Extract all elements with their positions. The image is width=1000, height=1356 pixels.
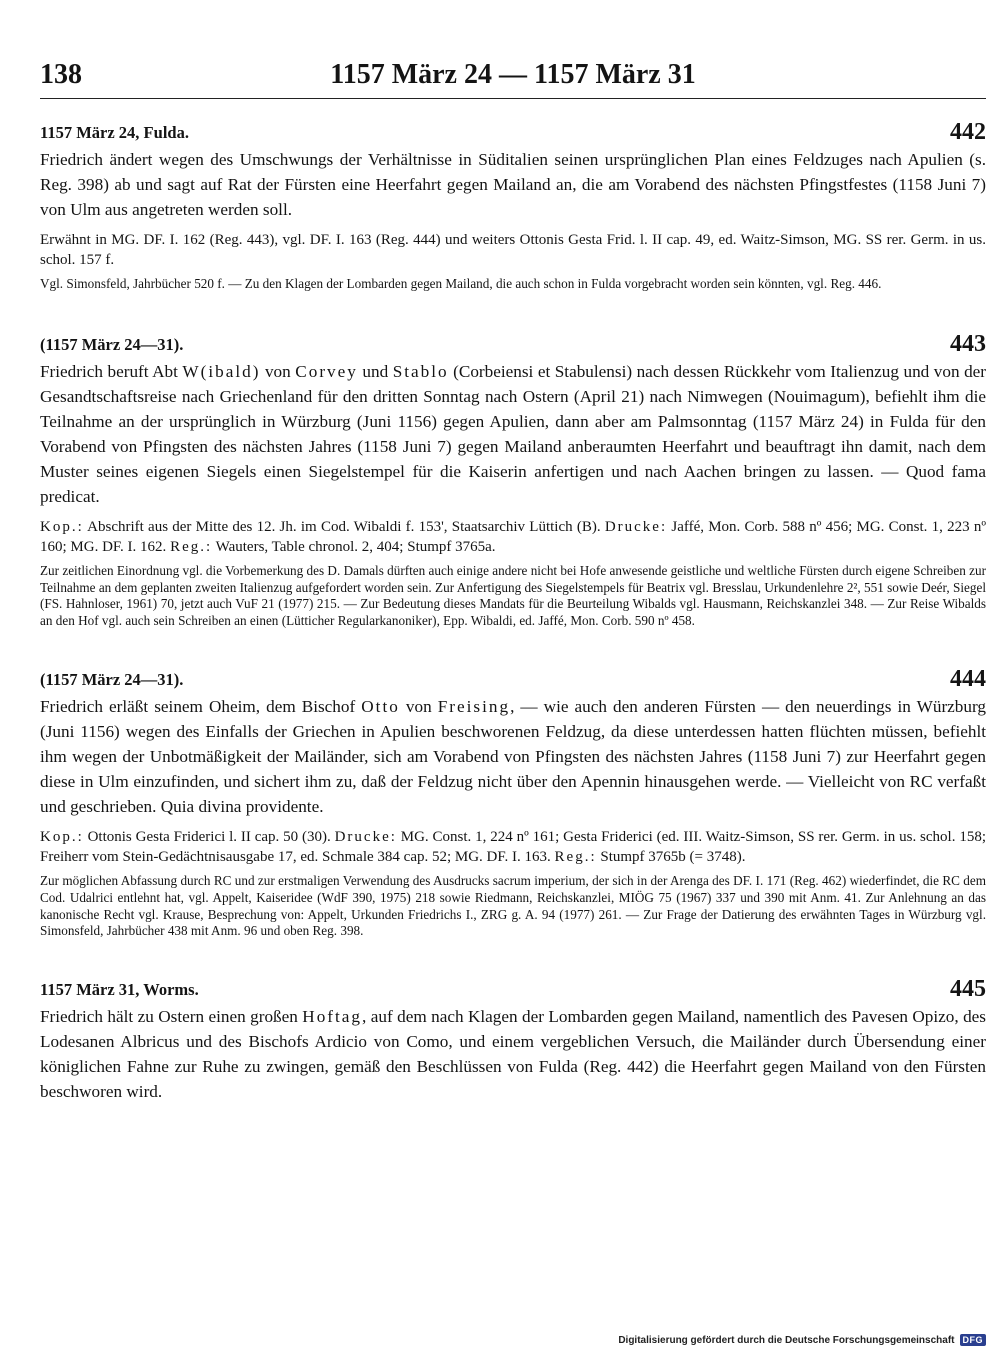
regest-entry-443 (40, 330, 987, 630)
source-label: Kop.: (40, 828, 84, 845)
dfg-logo-icon: DFG (960, 1334, 987, 1346)
entry-text: Friedrich beruft Abt W(ibald) von Corvey und Stablo (Corbeiensi et Stabulensi) nach dessen Rückkehr vom Italienzug und von der Gesandtschaftsreise nach Griechenland für den dritten Sonntag nach Ostern (April 21) nach Nimwegen (Nouimagum), befiehlt ihm die Teilnahme an der ursprünglich in Würzburg (Juni 1156) gegen Apulien, dann aber am Palmsonntag (1157 März 24) in Fulda für den Vorabend von Pfingsten des nächsten Jahres (1158 Juni 7) gegen Mailand anberaumten Heerfahrt und beauftragt ihn damit, nach dem Muster seines eigenen Siegels einen Siegelstempel für die Kaiserin anfertigen und nach Aachen bringen zu lassen. — Quod fama predicat. (40, 361, 987, 506)
entry-sources: Erwähnt in MG. DF. I. 162 (Reg. 443), vgl. DF. I. 163 (Reg. 444) und weiters Ottonis Gesta Frid. l. II cap. 49, ed. Waitz-Simson, MG. SS rer. Germ. in us. schol. 157 f. (40, 232, 986, 268)
entry-number: 445 (950, 976, 986, 1003)
spaced-name: Freising (437, 696, 511, 716)
entry-sources: Kop.: Abschrift aus der Mitte des 12. Jh. im Cod. Wibaldi f. 153', Staatsarchiv Lüttich (B). Drucke: Jaffé, Mon. Corb. 588 nº 456; MG. Const. 1, 223 nº 160; MG. DF. I. 162. Reg.: Wauters, Table chronol. 2, 404; Stumpf 3765a. (40, 518, 986, 555)
entry-text: Friedrich hält zu Ostern einen großen Hoftag, auf dem nach Klagen der Lombarden gegen Mailand, namentlich des Pavesen Opizo, des Lodesanen Albricus und des Bischofs Ardicio von Como, und einem vergeblichen Versuch, die Mailänder durch Übersendung einer königlichen Fahne zur Ruhe zu zwingen, gemäß den Beschlüssen von Fulda (Reg. 442) die Heerfahrt gegen Mailand von den Fürsten beschworen wird. (40, 1007, 986, 1102)
incipit: Quia divina providente. (160, 796, 324, 816)
source-label: Drucke: (334, 828, 397, 845)
entry-header (40, 665, 986, 694)
latin-term: sacrum imperium (492, 872, 586, 888)
entry-number: 444 (950, 665, 986, 692)
latin-quote: Corbeiensi et Stabulensi (458, 361, 627, 381)
source-label: Drucke: (604, 518, 668, 535)
spaced-name: Stablo (392, 361, 449, 381)
document-page (40, 58, 986, 1104)
spaced-name: Hoftag (302, 1007, 363, 1027)
source-label: Reg.: (170, 538, 213, 555)
entry-date: (1157 März 24—31). (40, 334, 184, 354)
entry-header (40, 978, 986, 1004)
spaced-name: W(ibald) (182, 361, 261, 381)
digitization-credit (618, 1334, 986, 1346)
entry-notes: Zur zeitlichen Einordnung vgl. die Vorbemerkung des D. Damals dürften auch einige andere nicht bei Hofe anwesende geistliche und weltliche Fürsten durch eigene Schreiben zur Teilnahme an dem geplanten zweiten Italienzug aufgefordert worden sein. Zur Anfertigung des Siegelstempels für Beatrix vgl. Bresslau, Urkundenlehre 2², 551 sowie Deér, Siegel (FS. Hahnloser, 1961) 70, jetzt auch VuF 21 (1977) 215. — Zur Bedeutung dieses Mandats für die Beurteilung Wibalds vgl. Hausmann, Reichskanzlei 348. — Zur Reise Wibalds an den Hof vgl. auch sein Schreiben an einen (Lütticher Regularkanoniker), Epp. Wibaldi, ed. Jaffé, Mon. Corb. 590 nº 458. (40, 562, 986, 629)
spaced-name: Otto (361, 696, 400, 716)
latin-quote: Nouimagum (773, 386, 860, 406)
entry-notes: Vgl. Simonsfeld, Jahrbücher 520 f. — Zu den Klagen der Lombarden gegen Mailand, die auch schon in Fulda vorgebracht worden sein könnten, vgl. Reg. 446. (40, 276, 882, 291)
entry-date: (1157 März 24—31). (40, 669, 184, 689)
entry-number: 442 (950, 119, 986, 145)
entry-text: Friedrich erläßt seinem Oheim, dem Bischof Otto von Freising, — wie auch den anderen Fürsten — den neuerdings in Würzburg (Juni 1156) wegen des Einfalls der Griechen in Apulien beschworenen Feldzug, da diese unterdessen hatten flüchten müssen, befiehlt ihm wegen der Unbotmäßigkeit der Mailänder, sich am Vorabend von Pfingsten des nächsten Jahres (1158 Juni 7) zur Heerfahrt gegen diese in Ulm einzufinden, und sichert ihm zu, daß der Feldzug nicht über den Apennin hinausgehen werde. — Vielleicht von RC verfaßt und geschrieben. Quia divina providente. (40, 696, 986, 816)
entry-date: 1157 März 24, Fulda. (40, 123, 189, 142)
entry-text: Friedrich ändert wegen des Umschwungs der Verhältnisse in Süditalien seinen ursprünglichen Plan eines Feldzuges nach Apulien (s. Reg. 398) ab und sagt auf Rat der Fürsten eine Heerfahrt gegen Mailand an, die am Vorabend des nächsten Pfingstfestes (1158 Juni 7) von Ulm aus angetreten werden soll. (40, 150, 986, 219)
running-title: 1157 März 24 — 1157 März 31 (330, 59, 696, 90)
entry-sources: Kop.: Ottonis Gesta Friderici l. II cap. 50 (30). Drucke: MG. Const. 1, 224 nº 161; Gesta Friderici (ed. III. Waitz-Simson, SS rer. Germ. in us. schol. 158; Freiherr vom Stein-Gedächtnisausgabe 17, ed. Schmale 384 cap. 52; MG. DF. I. 163. Reg.: Stumpf 3765b (= 3748). (40, 828, 986, 865)
entry-notes: Zur möglichen Abfassung durch RC und zur erstmaligen Verwendung des Ausdrucks sacrum imperium, der sich in der Arenga des DF. I. 171 (Reg. 462) wiederfindet, die RC dem Cod. Udalrici entlehnt hat, vgl. Appelt, Kaiseridee (WdF 390, 1975) 218 sowie Riedmann, Reichskanzlei, MIÖG 75 (1967) 337 und 390 mit Anm. 41. Zur Anlehnung an das kanonische Recht vgl. Krause, Besprechung von: Appelt, Urkunden Friedrichs I., ZRG g. A. 94 (1977) 261. — Zur Frage der Datierung des erwähnten Tages in Würzburg vgl. Simonsfeld, Jahrbücher 438 mit Anm. 96 und oben Reg. 398. (40, 872, 986, 939)
source-label: Reg.: (554, 848, 597, 865)
regest-entry-442 (40, 121, 986, 293)
entry-header (40, 121, 986, 147)
regest-entry-445 (40, 978, 986, 1104)
source-label: Kop.: (40, 518, 84, 535)
running-head (40, 58, 986, 99)
entry-header (40, 330, 986, 359)
spaced-name: Corvey (295, 361, 358, 381)
incipit: Quod fama predicat. (40, 461, 986, 506)
entry-date: 1157 März 31, Worms. (40, 980, 199, 1000)
page-number: 138 (40, 59, 82, 90)
credit-text: Digitalisierung gefördert durch die Deutsche Forschungsgemeinschaft (618, 1334, 955, 1346)
entry-number: 443 (950, 330, 986, 357)
regest-entry-444 (40, 665, 986, 940)
